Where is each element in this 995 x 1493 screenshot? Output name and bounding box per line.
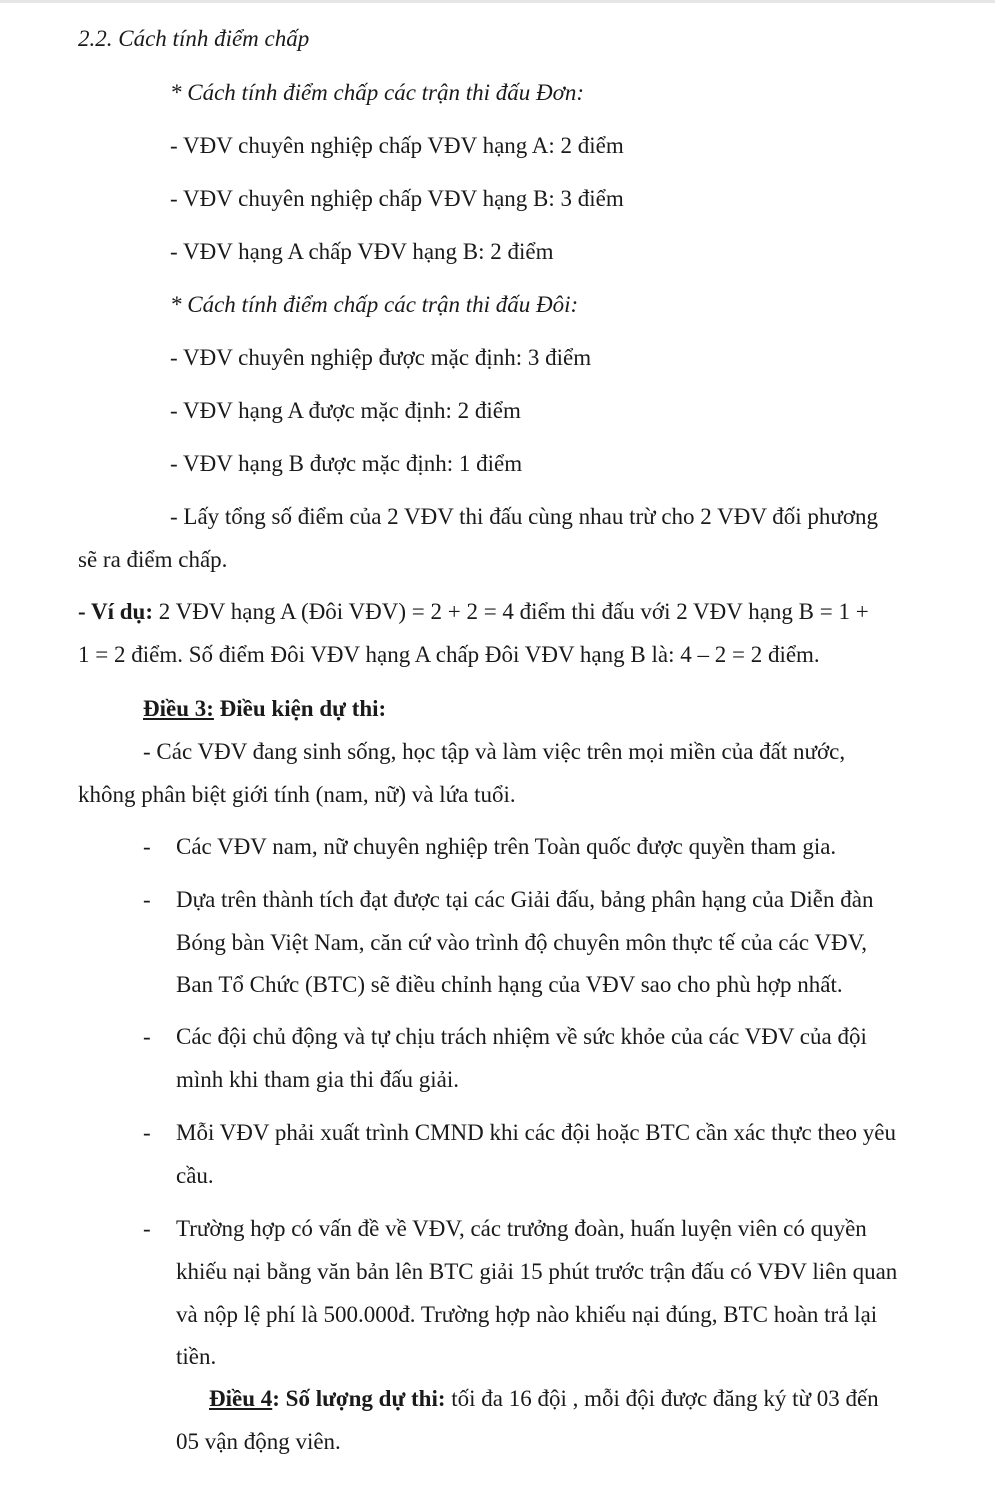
article3-label: Điều 3: [143, 696, 214, 721]
article4-title: : Số lượng dự thi: [272, 1386, 446, 1411]
article3-item-line: và nộp lệ phí là 500.000đ. Trường hợp nào khiếu nại đúng, BTC hoàn trả lại [176, 1302, 878, 1327]
doubles-item: - VĐV chuyên nghiệp được mặc định: 3 điểm [170, 345, 592, 370]
article4-line1 [209, 1384, 879, 1414]
bullet-dash: - [143, 1024, 151, 1049]
article3-item-line: Dựa trên thành tích đạt được tại các Giải đấu, bảng phân hạng của Diễn đàn [176, 887, 874, 912]
article3-item-line: Các VĐV nam, nữ chuyên nghiệp trên Toàn quốc được quyền tham gia. [176, 834, 837, 859]
section-title: 2.2. Cách tính điểm chấp [78, 26, 310, 51]
article4-label: Điều 4 [209, 1386, 273, 1411]
example-label: - Ví dụ: [78, 599, 153, 624]
article3-item-line: tiền. [176, 1344, 217, 1369]
article4-line2: 05 vận động viên. [176, 1429, 341, 1454]
singles-heading: * Cách tính điểm chấp các trận thi đấu Đơn: [170, 80, 585, 105]
article3-intro-line1: - Các VĐV đang sinh sống, học tập và làm việc trên mọi miền của đất nước, [143, 739, 846, 764]
article3-item-line: Trường hợp có vấn đề về VĐV, các trưởng đoàn, huấn luyện viên có quyền [176, 1216, 867, 1241]
article3-item-line: Bóng bàn Việt Nam, căn cứ vào trình độ chuyên môn thực tế của các VĐV, [176, 930, 868, 955]
example-text: 2 VĐV hạng A (Đôi VĐV) = 2 + 2 = 4 điểm thi đấu với 2 VĐV hạng B = 1 + [153, 599, 869, 624]
article3-heading [143, 694, 386, 724]
article3-item-line: mình khi tham gia thi đấu giải. [176, 1067, 459, 1092]
page-top-border [0, 0, 995, 3]
article4-text: tối đa 16 đội , mỗi đội được đăng ký từ 03 đến [445, 1386, 879, 1411]
article3-item-line: cầu. [176, 1163, 214, 1188]
article3-intro-line2: không phân biệt giới tính (nam, nữ) và lứa tuổi. [78, 782, 516, 807]
singles-item: - VĐV chuyên nghiệp chấp VĐV hạng A: 2 điểm [170, 133, 624, 158]
example-line1 [78, 597, 869, 627]
example-line2: 1 = 2 điểm. Số điểm Đôi VĐV hạng A chấp Đôi VĐV hạng B là: 4 – 2 = 2 điểm. [78, 642, 820, 667]
doubles-item: - VĐV hạng A được mặc định: 2 điểm [170, 398, 521, 423]
bullet-dash: - [143, 887, 151, 912]
article3-title: Điều kiện dự thi: [213, 696, 387, 721]
bullet-dash: - [143, 1216, 151, 1241]
bullet-dash: - [143, 1120, 151, 1145]
doubles-item: - VĐV hạng B được mặc định: 1 điểm [170, 451, 523, 476]
doubles-rule-line1: - Lấy tổng số điểm của 2 VĐV thi đấu cùng nhau trừ cho 2 VĐV đối phương [170, 504, 879, 529]
bullet-dash: - [143, 834, 151, 859]
singles-item: - VĐV chuyên nghiệp chấp VĐV hạng B: 3 điểm [170, 186, 624, 211]
article3-item-line: Ban Tổ Chức (BTC) sẽ điều chỉnh hạng của VĐV sao cho phù hợp nhất. [176, 972, 843, 997]
singles-item: - VĐV hạng A chấp VĐV hạng B: 2 điểm [170, 239, 554, 264]
doubles-rule-line2: sẽ ra điểm chấp. [78, 547, 228, 572]
doubles-heading: * Cách tính điểm chấp các trận thi đấu Đôi: [170, 292, 579, 317]
article3-item-line: Các đội chủ động và tự chịu trách nhiệm về sức khỏe của các VĐV của đội [176, 1024, 867, 1049]
article3-item-line: Mỗi VĐV phải xuất trình CMND khi các đội hoặc BTC cần xác thực theo yêu [176, 1120, 896, 1145]
article3-item-line: khiếu nại bằng văn bản lên BTC giải 15 phút trước trận đấu có VĐV liên quan [176, 1259, 898, 1284]
